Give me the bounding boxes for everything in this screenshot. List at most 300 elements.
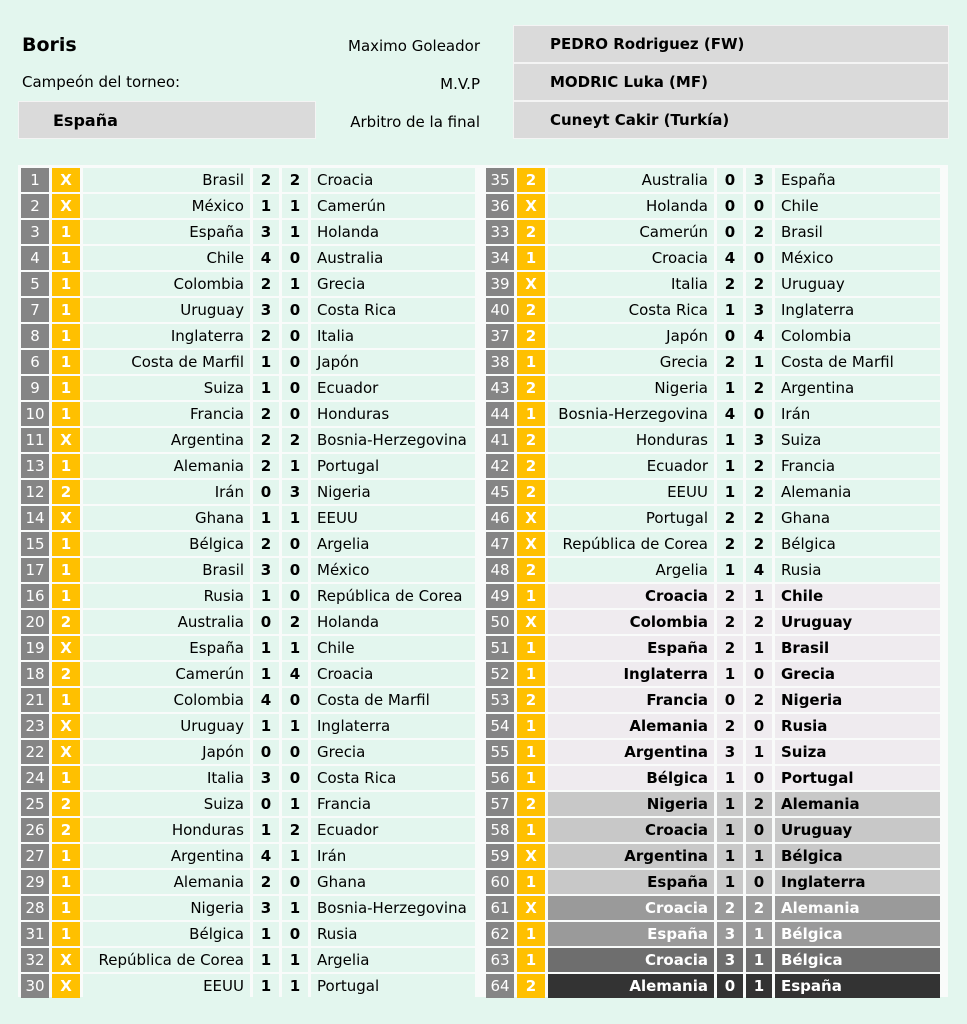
- home-score[interactable]: 1: [253, 506, 279, 530]
- away-team: Uruguay: [775, 610, 940, 634]
- home-score[interactable]: 2: [717, 350, 743, 374]
- match-number: 50: [486, 610, 514, 634]
- home-score[interactable]: 2: [253, 324, 279, 348]
- away-team: Bosnia-Herzegovina: [311, 896, 475, 920]
- away-score[interactable]: 0: [746, 402, 772, 426]
- match-number: 47: [486, 532, 514, 556]
- match-pick[interactable]: 2: [517, 220, 545, 244]
- away-team: Colombia: [775, 324, 940, 348]
- home-score[interactable]: 1: [717, 376, 743, 400]
- home-team: Bélgica: [548, 766, 714, 790]
- match-number: 30: [21, 974, 49, 998]
- away-score[interactable]: 1: [282, 948, 308, 972]
- away-score[interactable]: 2: [746, 220, 772, 244]
- away-score[interactable]: 2: [746, 688, 772, 712]
- away-score[interactable]: 1: [746, 948, 772, 972]
- match-pick[interactable]: X: [52, 974, 80, 998]
- match-pick[interactable]: X: [52, 636, 80, 660]
- away-score[interactable]: 4: [746, 324, 772, 348]
- away-score[interactable]: 1: [746, 740, 772, 764]
- match-number: 16: [21, 584, 49, 608]
- match-pick[interactable]: 2: [517, 168, 545, 192]
- match-number: 21: [21, 688, 49, 712]
- home-team: Argentina: [548, 844, 714, 868]
- home-score[interactable]: 0: [253, 480, 279, 504]
- home-team: Grecia: [548, 350, 714, 374]
- home-team: España: [83, 220, 250, 244]
- home-score[interactable]: 1: [717, 428, 743, 452]
- home-score[interactable]: 0: [717, 688, 743, 712]
- home-score[interactable]: 0: [717, 168, 743, 192]
- away-team: Nigeria: [311, 480, 475, 504]
- away-team: Costa de Marfil: [775, 350, 940, 374]
- match-pick[interactable]: 2: [52, 818, 80, 842]
- home-team: España: [83, 636, 250, 660]
- match-pick[interactable]: 1: [52, 870, 80, 894]
- away-score[interactable]: 1: [282, 844, 308, 868]
- away-score[interactable]: 0: [282, 350, 308, 374]
- away-score[interactable]: 1: [746, 974, 772, 998]
- home-team: Portugal: [548, 506, 714, 530]
- match-pick[interactable]: X: [52, 428, 80, 452]
- home-team: Croacia: [548, 818, 714, 842]
- match-pick[interactable]: X: [52, 948, 80, 972]
- match-pick[interactable]: 1: [517, 870, 545, 894]
- match-pick[interactable]: X: [517, 194, 545, 218]
- match-number: 58: [486, 818, 514, 842]
- match-pick[interactable]: 1: [52, 272, 80, 296]
- match-pick[interactable]: 1: [517, 636, 545, 660]
- away-team: Uruguay: [775, 818, 940, 842]
- away-score[interactable]: 0: [282, 376, 308, 400]
- match-pick[interactable]: 1: [517, 402, 545, 426]
- match-pick[interactable]: X: [52, 194, 80, 218]
- match-pick[interactable]: 1: [517, 922, 545, 946]
- home-score[interactable]: 2: [253, 402, 279, 426]
- home-score[interactable]: 1: [717, 792, 743, 816]
- away-score[interactable]: 2: [746, 376, 772, 400]
- match-pick[interactable]: 1: [52, 246, 80, 270]
- home-score[interactable]: 1: [717, 298, 743, 322]
- match-pick[interactable]: 2: [517, 298, 545, 322]
- match-pick[interactable]: X: [517, 844, 545, 868]
- match-pick[interactable]: 1: [52, 350, 80, 374]
- match-number: 28: [21, 896, 49, 920]
- home-score[interactable]: 0: [253, 792, 279, 816]
- match-pick[interactable]: X: [517, 506, 545, 530]
- away-team: Bélgica: [775, 948, 940, 972]
- away-score[interactable]: 1: [282, 974, 308, 998]
- match-pick[interactable]: 1: [52, 558, 80, 582]
- match-pick[interactable]: 1: [517, 662, 545, 686]
- match-pick[interactable]: 2: [517, 558, 545, 582]
- home-score[interactable]: 1: [253, 194, 279, 218]
- home-score[interactable]: 1: [253, 376, 279, 400]
- home-team: Inglaterra: [83, 324, 250, 348]
- home-team: Francia: [548, 688, 714, 712]
- home-score[interactable]: 1: [253, 922, 279, 946]
- home-team: Chile: [83, 246, 250, 270]
- match-pick[interactable]: X: [52, 740, 80, 764]
- home-score[interactable]: 3: [717, 948, 743, 972]
- match-pick[interactable]: 1: [52, 298, 80, 322]
- home-score[interactable]: 0: [717, 220, 743, 244]
- home-score[interactable]: 1: [717, 818, 743, 842]
- match-pick[interactable]: 1: [52, 896, 80, 920]
- away-score[interactable]: 1: [282, 636, 308, 660]
- home-team: Colombia: [83, 688, 250, 712]
- match-pick[interactable]: 1: [52, 220, 80, 244]
- match-pick[interactable]: 2: [52, 792, 80, 816]
- home-score[interactable]: 1: [717, 844, 743, 868]
- match-number: 20: [21, 610, 49, 634]
- home-score[interactable]: 1: [717, 558, 743, 582]
- away-score[interactable]: 4: [746, 558, 772, 582]
- away-score[interactable]: 0: [282, 922, 308, 946]
- match-pick[interactable]: 1: [52, 454, 80, 478]
- match-number: 27: [21, 844, 49, 868]
- away-team: Brasil: [775, 636, 940, 660]
- home-score[interactable]: 1: [253, 714, 279, 738]
- home-score[interactable]: 1: [253, 974, 279, 998]
- match-number: 13: [21, 454, 49, 478]
- match-pick[interactable]: 2: [517, 376, 545, 400]
- match-pick[interactable]: 1: [52, 922, 80, 946]
- home-score[interactable]: 2: [717, 506, 743, 530]
- match-number: 5: [21, 272, 49, 296]
- away-score[interactable]: 0: [282, 532, 308, 556]
- home-team: Bélgica: [83, 532, 250, 556]
- home-score[interactable]: 1: [253, 818, 279, 842]
- home-score[interactable]: 0: [253, 740, 279, 764]
- home-score[interactable]: 0: [717, 974, 743, 998]
- away-score[interactable]: 2: [282, 610, 308, 634]
- away-score[interactable]: 1: [282, 194, 308, 218]
- home-score[interactable]: 2: [717, 896, 743, 920]
- match-pick[interactable]: 2: [517, 324, 545, 348]
- match-number: 33: [486, 220, 514, 244]
- away-score[interactable]: 1: [282, 454, 308, 478]
- away-score[interactable]: 0: [282, 870, 308, 894]
- home-score[interactable]: 0: [717, 324, 743, 348]
- away-team: Inglaterra: [775, 870, 940, 894]
- match-pick[interactable]: 1: [52, 688, 80, 712]
- home-team: EEUU: [83, 974, 250, 998]
- match-pick[interactable]: 1: [517, 766, 545, 790]
- home-score[interactable]: 2: [717, 714, 743, 738]
- match-number: 44: [486, 402, 514, 426]
- match-pick[interactable]: 1: [517, 948, 545, 972]
- match-pick[interactable]: 2: [52, 480, 80, 504]
- away-team: México: [775, 246, 940, 270]
- match-pick[interactable]: 2: [517, 974, 545, 998]
- away-team: Bélgica: [775, 922, 940, 946]
- away-score[interactable]: 2: [746, 480, 772, 504]
- champion-value[interactable]: España: [18, 101, 316, 139]
- match-pick[interactable]: X: [517, 532, 545, 556]
- match-pick[interactable]: 2: [52, 662, 80, 686]
- away-team: Ghana: [311, 870, 475, 894]
- home-team: España: [548, 636, 714, 660]
- away-score[interactable]: 0: [746, 246, 772, 270]
- home-score[interactable]: 3: [253, 896, 279, 920]
- match-pick[interactable]: 2: [517, 480, 545, 504]
- match-pick[interactable]: 1: [52, 532, 80, 556]
- home-score[interactable]: 1: [253, 948, 279, 972]
- away-score[interactable]: 2: [746, 454, 772, 478]
- match-number: 34: [486, 246, 514, 270]
- mvp-value[interactable]: MODRIC Luka (MF): [513, 63, 949, 101]
- match-pick[interactable]: 1: [517, 740, 545, 764]
- home-score[interactable]: 0: [717, 194, 743, 218]
- away-score[interactable]: 1: [746, 584, 772, 608]
- match-pick[interactable]: 1: [517, 584, 545, 608]
- match-number: 4: [21, 246, 49, 270]
- home-score[interactable]: 4: [717, 246, 743, 270]
- home-score[interactable]: 3: [253, 298, 279, 322]
- away-score[interactable]: 0: [282, 558, 308, 582]
- match-pick[interactable]: 1: [52, 324, 80, 348]
- away-score[interactable]: 2: [282, 168, 308, 192]
- away-score[interactable]: 0: [282, 688, 308, 712]
- mvp-label: M.V.P: [440, 75, 480, 93]
- home-team: Nigeria: [83, 896, 250, 920]
- top-scorer-value[interactable]: PEDRO Rodriguez (FW): [513, 25, 949, 63]
- match-pick[interactable]: 1: [52, 402, 80, 426]
- away-score[interactable]: 1: [746, 844, 772, 868]
- away-score[interactable]: 0: [746, 662, 772, 686]
- home-team: Ecuador: [548, 454, 714, 478]
- home-team: Ghana: [83, 506, 250, 530]
- away-score[interactable]: 3: [282, 480, 308, 504]
- away-score[interactable]: 3: [746, 298, 772, 322]
- home-team: Croacia: [548, 246, 714, 270]
- away-team: Honduras: [311, 402, 475, 426]
- away-score[interactable]: 1: [282, 272, 308, 296]
- home-team: Bélgica: [83, 922, 250, 946]
- match-pick[interactable]: 2: [52, 610, 80, 634]
- away-score[interactable]: 0: [746, 818, 772, 842]
- away-score[interactable]: 2: [282, 818, 308, 842]
- match-number: 48: [486, 558, 514, 582]
- match-number: 8: [21, 324, 49, 348]
- home-team: Costa Rica: [548, 298, 714, 322]
- away-team: Francia: [311, 792, 475, 816]
- match-pick[interactable]: 2: [517, 792, 545, 816]
- match-number: 36: [486, 194, 514, 218]
- referee-value[interactable]: Cuneyt Cakir (Turkía): [513, 101, 949, 139]
- home-score[interactable]: 2: [717, 636, 743, 660]
- away-score[interactable]: 1: [282, 714, 308, 738]
- home-score[interactable]: 4: [717, 402, 743, 426]
- home-team: Honduras: [83, 818, 250, 842]
- match-pick[interactable]: 1: [517, 246, 545, 270]
- home-score[interactable]: 2: [253, 272, 279, 296]
- match-number: 31: [21, 922, 49, 946]
- match-number: 42: [486, 454, 514, 478]
- away-score[interactable]: 2: [282, 428, 308, 452]
- away-score[interactable]: 4: [282, 662, 308, 686]
- match-number: 22: [21, 740, 49, 764]
- home-score[interactable]: 1: [717, 480, 743, 504]
- home-score[interactable]: 2: [717, 272, 743, 296]
- away-score[interactable]: 1: [282, 896, 308, 920]
- home-score[interactable]: 1: [717, 870, 743, 894]
- home-score[interactable]: 4: [253, 246, 279, 270]
- home-team: Rusia: [83, 584, 250, 608]
- away-score[interactable]: 0: [746, 714, 772, 738]
- away-score[interactable]: 0: [282, 298, 308, 322]
- home-score[interactable]: 2: [717, 610, 743, 634]
- home-score[interactable]: 3: [717, 922, 743, 946]
- away-team: Ghana: [775, 506, 940, 530]
- home-team: Nigeria: [548, 792, 714, 816]
- home-score[interactable]: 1: [717, 454, 743, 478]
- match-pick[interactable]: 1: [52, 376, 80, 400]
- home-score[interactable]: 3: [253, 220, 279, 244]
- home-team: Suiza: [83, 792, 250, 816]
- away-team: Portugal: [775, 766, 940, 790]
- away-score[interactable]: 2: [746, 792, 772, 816]
- away-team: Bélgica: [775, 532, 940, 556]
- match-number: 32: [21, 948, 49, 972]
- match-pick[interactable]: X: [52, 168, 80, 192]
- away-score[interactable]: 2: [746, 610, 772, 634]
- away-score[interactable]: 3: [746, 428, 772, 452]
- match-pick[interactable]: 1: [52, 766, 80, 790]
- home-score[interactable]: 2: [253, 454, 279, 478]
- away-score[interactable]: 3: [746, 168, 772, 192]
- match-number: 38: [486, 350, 514, 374]
- home-score[interactable]: 2: [253, 870, 279, 894]
- match-pick[interactable]: 1: [52, 844, 80, 868]
- match-number: 39: [486, 272, 514, 296]
- home-score[interactable]: 2: [253, 168, 279, 192]
- home-team: España: [548, 922, 714, 946]
- match-number: 17: [21, 558, 49, 582]
- match-number: 46: [486, 506, 514, 530]
- match-number: 15: [21, 532, 49, 556]
- home-team: Argentina: [83, 428, 250, 452]
- match-pick[interactable]: 2: [517, 428, 545, 452]
- match-pick[interactable]: 1: [517, 350, 545, 374]
- away-score[interactable]: 2: [746, 532, 772, 556]
- home-score[interactable]: 0: [253, 610, 279, 634]
- away-team: Inglaterra: [775, 298, 940, 322]
- match-pick[interactable]: X: [517, 610, 545, 634]
- away-score[interactable]: 1: [746, 350, 772, 374]
- match-number: 6: [21, 350, 49, 374]
- home-score[interactable]: 2: [253, 428, 279, 452]
- away-team: Suiza: [775, 428, 940, 452]
- home-score[interactable]: 1: [717, 662, 743, 686]
- away-score[interactable]: 0: [746, 870, 772, 894]
- away-team: México: [311, 558, 475, 582]
- home-score[interactable]: 4: [253, 688, 279, 712]
- match-number: 41: [486, 428, 514, 452]
- away-score[interactable]: 1: [746, 636, 772, 660]
- home-score[interactable]: 4: [253, 844, 279, 868]
- away-team: Costa Rica: [311, 766, 475, 790]
- match-pick[interactable]: 2: [517, 454, 545, 478]
- match-pick[interactable]: 1: [517, 818, 545, 842]
- home-team: Italia: [83, 766, 250, 790]
- away-score[interactable]: 0: [746, 194, 772, 218]
- away-team: Portugal: [311, 974, 475, 998]
- away-score[interactable]: 0: [282, 324, 308, 348]
- match-pick[interactable]: 1: [517, 714, 545, 738]
- match-number: 23: [21, 714, 49, 738]
- match-pick[interactable]: X: [52, 506, 80, 530]
- away-score[interactable]: 0: [746, 766, 772, 790]
- away-score[interactable]: 0: [282, 766, 308, 790]
- home-score[interactable]: 1: [717, 766, 743, 790]
- home-score[interactable]: 2: [717, 584, 743, 608]
- match-number: 1: [21, 168, 49, 192]
- home-team: Nigeria: [548, 376, 714, 400]
- home-score[interactable]: 3: [253, 558, 279, 582]
- match-number: 61: [486, 896, 514, 920]
- away-score[interactable]: 1: [746, 922, 772, 946]
- home-team: Croacia: [548, 584, 714, 608]
- away-score[interactable]: 0: [282, 584, 308, 608]
- match-number: 63: [486, 948, 514, 972]
- match-number: 19: [21, 636, 49, 660]
- home-score[interactable]: 1: [253, 662, 279, 686]
- home-team: Holanda: [548, 194, 714, 218]
- home-team: República de Corea: [83, 948, 250, 972]
- away-score[interactable]: 2: [746, 506, 772, 530]
- match-number: 37: [486, 324, 514, 348]
- away-score[interactable]: 2: [746, 272, 772, 296]
- home-score[interactable]: 2: [717, 532, 743, 556]
- away-score[interactable]: 1: [282, 792, 308, 816]
- home-score[interactable]: 3: [717, 740, 743, 764]
- match-pick[interactable]: 2: [517, 688, 545, 712]
- away-score[interactable]: 0: [282, 402, 308, 426]
- home-score[interactable]: 1: [253, 636, 279, 660]
- away-team: Bosnia-Herzegovina: [311, 428, 475, 452]
- match-pick[interactable]: X: [517, 272, 545, 296]
- home-score[interactable]: 1: [253, 584, 279, 608]
- match-number: 45: [486, 480, 514, 504]
- home-score[interactable]: 3: [253, 766, 279, 790]
- match-number: 25: [21, 792, 49, 816]
- match-pick[interactable]: X: [517, 896, 545, 920]
- home-team: Uruguay: [83, 298, 250, 322]
- match-pick[interactable]: X: [52, 714, 80, 738]
- home-team: Argentina: [83, 844, 250, 868]
- home-score[interactable]: 1: [253, 350, 279, 374]
- away-score[interactable]: 1: [282, 220, 308, 244]
- away-team: Francia: [775, 454, 940, 478]
- champion-label: Campeón del torneo:: [22, 73, 181, 91]
- match-number: 53: [486, 688, 514, 712]
- away-score[interactable]: 2: [746, 896, 772, 920]
- match-number: 3: [21, 220, 49, 244]
- away-team: España: [775, 974, 940, 998]
- match-number: 57: [486, 792, 514, 816]
- home-score[interactable]: 2: [253, 532, 279, 556]
- away-score[interactable]: 0: [282, 740, 308, 764]
- away-team: Holanda: [311, 610, 475, 634]
- match-pick[interactable]: 1: [52, 584, 80, 608]
- home-team: Irán: [83, 480, 250, 504]
- match-number: 55: [486, 740, 514, 764]
- match-number: 24: [21, 766, 49, 790]
- away-score[interactable]: 0: [282, 246, 308, 270]
- away-score[interactable]: 1: [282, 506, 308, 530]
